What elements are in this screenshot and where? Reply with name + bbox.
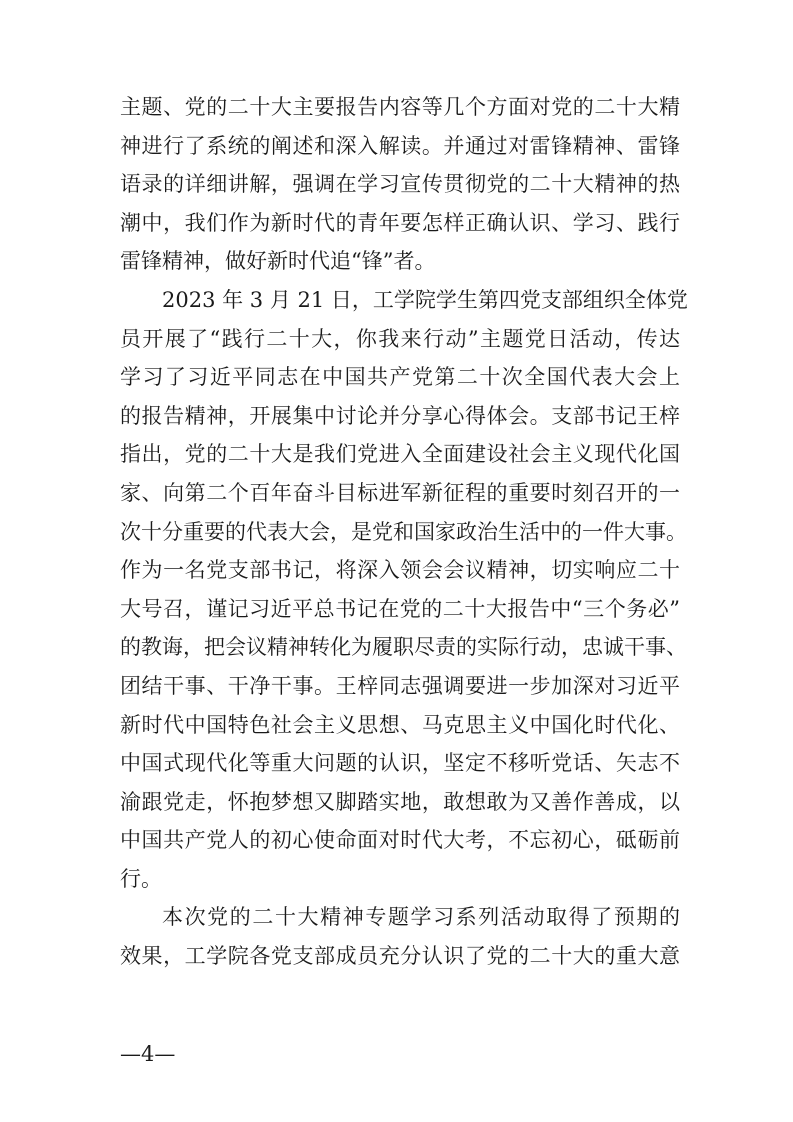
text-line: 潮中，我们作为新时代的青年要怎样正确认识、学习、践行 [120,210,680,235]
text-line: 本次党的二十大精神专题学习系列活动取得了预期的 [162,905,680,930]
text-line: 员开展了“践行二十大，你我来行动”主题党日活动，传达 [120,326,680,351]
text-line: 新时代中国特色社会主义思想、马克思主义中国化时代化、 [120,712,680,737]
text-line: 作为一名党支部书记，将深入领会会议精神，切实响应二十 [120,558,680,583]
text-line: 大号召，谨记习近平总书记在党的二十大报告中“三个务必” [120,596,680,621]
text-line: 中国式现代化等重大问题的认识，坚定不移听党话、矢志不 [120,751,680,776]
text-line: 团结干事、干净干事。王梓同志强调要进一步加深对习近平 [120,673,680,698]
text-line: 行。 [120,866,162,891]
text-line: 主题、党的二十大主要报告内容等几个方面对党的二十大精 [120,95,680,119]
text-line: 渝跟党走，怀抱梦想又脚踏实地，敢想敢为又善作善成，以 [120,789,680,814]
text-line: 次十分重要的代表大会，是党和国家政治生活中的一件大事。 [120,519,687,544]
text-line: 2023 年 3 月 21 日，工学院学生第四党支部组织全体党 [162,287,688,312]
text-line: 中国共产党人的初心使命面对时代大考，不忘初心，砥砺前 [120,828,680,853]
text-line: 雷锋精神，做好新时代追“锋”者。 [120,249,436,274]
text-line: 指出，党的二十大是我们党进入全面建设社会主义现代化国 [120,442,680,467]
text-line: 学习了习近平同志在中国共产党第二十次全国代表大会上 [120,365,680,390]
text-line: 效果，工学院各党支部成员充分认识了党的二十大的重大意 [120,944,680,969]
text-line: 家、向第二个百年奋斗目标进军新征程的重要时刻召开的一 [120,480,680,505]
text-line: 的报告精神，开展集中讨论并分享心得体会。支部书记王梓 [120,403,680,428]
text-line: 神进行了系统的阐述和深入解读。并通过对雷锋精神、雷锋 [120,133,680,158]
text-line: 语录的详细讲解，强调在学习宣传贯彻党的二十大精神的热 [120,172,680,197]
page-number: —4— [120,1042,176,1066]
text-line: 的教诲，把会议精神转化为履职尽责的实际行动，忠诚干事、 [120,635,687,660]
body-text [120,88,688,976]
